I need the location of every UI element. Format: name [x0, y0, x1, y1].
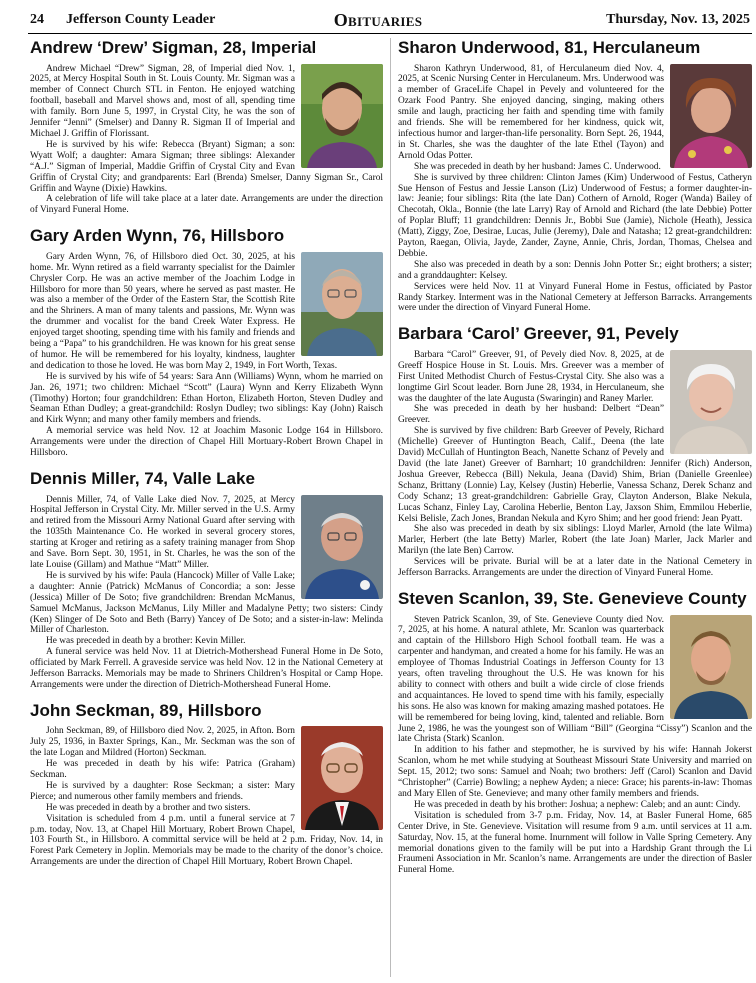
- obituary-headline: John Seckman, 89, Hillsboro: [30, 700, 262, 720]
- obituary-paragraph: A celebration of life will take place at a later date. Arrangements are under the direction of Vinyard Funeral Home.: [30, 194, 383, 216]
- obituary-paragraph: He is survived by his wife of 54 years: Sara Ann (Williams) Wynn, whom he married on Jan. 26, 1971; two children: Michael “Scott” (Laura) Wynn and Kerry Elizabeth Wynn (Timothy) Horton; four grandchildren: Ethan Horton, Elizabeth Horton, Steven Dudley and Seaman Ethan Dudley; a great-grandchild: Roslyn Dudley; two siblings: Kay (John) Raisch and Kirk Wynn; and many other family members and friends.: [30, 371, 383, 426]
- newspaper-name: Jefferson County Leader: [66, 12, 216, 27]
- obituary-seckman: [30, 701, 383, 868]
- obituary-paragraph: She is survived by three children: Clinton James (Kim) Underwood of Festus, Catheryn Sue Henson of Festus and Jessie Lanson (Liz) Underwood of Festus; a former daughter-in-law: Jeanie; four siblings: Rita (the late Dan) Cothern of Arnold, Roger (Wanda) Bailey of Checotah, Okla., Bonnie (the late Larry) Ray of Arnold and Richard (the late Debbie) Potter of Poplar Bluff; 11 grandchildren: Dennis Jr., Bobbi Sue (Jamie), Nichole (Heath), Jessica (Matt), Ziggy, Zoe, Desirae, Lucas, Julie (Jeremy), Dale and Natasha; 12 great-grandchildren: Payton, Raegan, Olivia, Jayde, Zander, Zayne, Annie, Chris, Jordan, Thomas, Chelsea and Debbie.: [398, 172, 752, 259]
- obituary-paragraph: She also was preceded in death by a son: Dennis John Potter Sr.; eight brothers; a sister; and a granddaughter: Kelsey.: [398, 259, 752, 281]
- left-column: [30, 38, 383, 878]
- obituary-paragraph: She also was preceded in death by six siblings: Lloyd Marler, Arnold (the late Wilma) Marler, Herbert (the late Betty) Marler, Robert (the late Joan) Marler, Jack Marler and Marilyn (the late Ben) Carrow.: [398, 524, 752, 557]
- portrait-photo: [670, 350, 752, 454]
- obituary-paragraph: He is survived by his wife: Paula (Hancock) Miller of Valle Lake; a daughter: Annie (Patrick) McManus of Concordia; a son: Jesse (Jessica) Miller of De Soto; five grandchildren: Brendan McManus, Samuel McManus, Jackson McManus, Lily Miller and Madalyne Petty; two sisters: Cindy (Ken) Slinger of De Soto and Beth (Barry) Yancey of De Soto; and a sister-in-law: Melinda Miller of Charleston.: [30, 570, 383, 636]
- obituary-headline: Barbara ‘Carol’ Greever, 91, Pevely: [398, 324, 679, 344]
- obituary-paragraph: Gary Arden Wynn, 76, of Hillsboro died Oct. 30, 2025, at his home. Mr. Wynn retired as a field warranty specialist for the Daimler Chrysler Corp. He was an active member of the Joachim Lodge in Hillsboro for more than 50 years, where he served as past master. He was also a member of the Order of the Eastern Star, the Scottish Rite and the Shriners. A man of many talents and passions, Mr. Wynn was the drummer and vocalist for the band Creek Water Express. He enjoyed target shooting, spending time with his family and friends and being a “Papa” to his grandchildren. He was known for his great sense of humor. He will be remembered for his loyalty, kindness, laughter and dedication to those he loved. He was born May 2, 1949, in Fort Worth, Texas.: [30, 251, 338, 371]
- portrait-photo: [301, 726, 383, 830]
- obituary-paragraph: He was preceded in death by a brother and two sisters.: [46, 802, 251, 813]
- obituary-headline: Sharon Underwood, 81, Herculaneum: [398, 38, 701, 57]
- section-title: Obituaries: [333, 10, 423, 30]
- page-number: 24: [30, 12, 44, 27]
- obituary-greever: [398, 324, 752, 579]
- page-header: [0, 0, 756, 34]
- portrait-photo: [670, 64, 752, 168]
- obituary-paragraph: Services will be private. Burial will be at a later date in the National Cemetery in Jefferson Barracks. Arrangements are under the direction of Vinyard Funeral Home.: [398, 557, 752, 579]
- portrait-photo: [670, 615, 752, 719]
- obituary-paragraph: Dennis Miller, 74, of Valle Lake died Nov. 7, 2025, at Mercy Hospital Jefferson in Crystal City. Mr. Miller served in the U.S. Army and retired from the Missouri Army National Guard after serving with the 1035th Maintenance Co. He worked in several grocery stores, starting at Kroger and retiring as a safety training manager from Shop and Save. Born Sept. 30, 1951, in St. Charles, he was the son of the late Louise (Gillam) and Mathue “Matt” Miller.: [30, 494, 295, 570]
- obituary-headline: Gary Arden Wynn, 76, Hillsboro: [30, 226, 285, 246]
- column-divider: [390, 38, 391, 977]
- obituary-paragraph: He was preceded in death by his wife: Patrica (Graham) Seckman.: [30, 759, 295, 781]
- obituary-headline: Dennis Miller, 74, Valle Lake: [30, 469, 255, 488]
- obituary-paragraph: A memorial service was held Nov. 12 at Joachim Masonic Lodge 164 in Hillsboro. Arrangements were under the direction of Chapel Hill Mortuary-Robert Brown Chapel in Hillsboro.: [30, 426, 383, 459]
- obituary-headline: Steven Scanlon, 39, Ste. Genevieve County: [398, 588, 747, 608]
- obituary-sigman: [30, 38, 383, 216]
- obituary-scanlon: [398, 589, 752, 876]
- obituary-paragraph: She was preceded in death by her husband: Delbert “Dean” Greever.: [398, 404, 664, 426]
- obituary-miller: [30, 469, 383, 691]
- portrait-photo: [301, 252, 383, 356]
- obituary-paragraph: Andrew Michael “Drew” Sigman, 28, of Imperial died Nov. 1, 2025, at Mercy Hospital South in St. Louis County. Mr. Sigman was a member of Connect Church STL in Fenton. He enjoyed watching football, baseball and Marvel shows and, most of all, spending time with family. Born June 5, 1997, in Crystal City, he was the son of Jennifer “Jenni” (Smelser) and Danny R. Sigman II of Imperial and Michael J. Griffin of Florissant.: [30, 63, 295, 139]
- obituary-paragraph: He is survived by a daughter: Rose Seckman; a sister: Mary Pierce; and numerous other family members and friends.: [30, 780, 295, 802]
- obituary-paragraph: She is survived by five children: Barb Greever of Pevely, Richard (Michelle) Greever of Huntington Beach, Calif., Deena (the late David) McCullah of Huntington Beach, Nanette Schanz of Pevely and David (the late Janet) Greever of Barnhart; 10 grandchildren: Jennifer (Rich) Anderson, Joshua Greever, Rebecca (Bill) Nekula, Jeana (David) Shim, Brian (Danielle Greenlee) Schanz, Brittany (Lonnie) Lay, Kelsey (Justin) Heberlie, Vanessa Schanz, Derek Schanz and Cody Schanz; 13 great-grandchildren: Gabrielle Gray, Clayton Anderson, Blake Nekula, Lucas Schanz, Finley Lay, Carolina Heberlie, Benton Lay, Jaxson Shim, Emmilou Heberlie, Kelsi Belisle, Zach Jones, Brandan Nekula and Kyro Shim; and her good friend: Jean Pyatt.: [398, 426, 752, 524]
- obituary-paragraph: He was preceded in death by a brother: Kevin Miller.: [46, 636, 246, 647]
- obituary-paragraph: Visitation is scheduled from 4 p.m. until a funeral service at 7 p.m. today, Nov. 13, at Chapel Hill Mortuary, Robert Brown Chapel, 103 Fourth St., in Hillsboro. A committal service will be held at 2 p.m. Friday, Nov. 14, in Forest Park Cemetery in Joplin. Memorials may be made to the charity of the donor’s choice. Arrangements are under the direction of Chapel Hill Mortuary, Robert Brown Chapel.: [30, 813, 383, 868]
- obituary-paragraph: John Seckman, 89, of Hillsboro died Nov. 2, 2025, in Afton. Born July 25, 1936, in Baxter Springs, Kan., Mr. Seckman was the son of the late Logan and Mildred (Horton) Seckman.: [30, 726, 295, 759]
- obituary-headline: Andrew ‘Drew’ Sigman, 28, Imperial: [30, 38, 317, 57]
- header-rule: [28, 33, 752, 34]
- obituary-paragraph: A funeral service was held Nov. 11 at Dietrich-Mothershead Funeral Home in De Soto, officiated by Mark Ferrell. A graveside service was held Nov. 12 in the National Cemetery at Jefferson Barracks. Memorials may be made to Shriners Children’s Hospital or Camp Hope. Arrangements were under the direction of Dietrich-Mothershead Funeral Home.: [30, 647, 383, 690]
- obituary-paragraph: Sharon Kathryn Underwood, 81, of Herculaneum died Nov. 4, 2025, at Scenic Nursing Center in Herculaneum. Mrs. Underwood was a member of GraceLife Chapel in Pevely and volunteered for the Ozark Food Pantry. She enjoyed dancing, singing, making others smile and laugh, practicing her faith and spending time with family and friends. She will be remembered for her kindness, quick wit, infectious humor and larger-than-life personality. Born Sept. 26, 1944, in St. Charles, she was the daughter of the late Ethel (Tayon) and Arnold Odas Potter.: [398, 63, 664, 161]
- obituary-paragraph: Services were held Nov. 11 at Vinyard Funeral Home in Festus, officiated by Pastor Randy Starkey. Interment was in the National Cemetery at Jefferson Barracks. Arrangements were under the direction of Vinyard Funeral Home.: [398, 281, 752, 314]
- obituary-paragraph: Barbara “Carol” Greever, 91, of Pevely died Nov. 8, 2025, at de Greeff Hospice House in St. Louis. Mrs. Greever was a member of First United Methodist Church of Festus-Crystal City. She also was a longtime Girl Scout leader. Born June 28, 1934, in Herculaneum, she was the daughter of the late Augusta (Swaringin) and Raney Marler.: [398, 349, 664, 404]
- obituary-underwood: [398, 38, 752, 314]
- issue-date: Thursday, Nov. 13, 2025: [606, 12, 750, 27]
- obituary-paragraph: She was preceded in death by her husband: James C. Underwood.: [414, 161, 661, 172]
- portrait-photo: [301, 495, 383, 599]
- obituary-paragraph: Steven Patrick Scanlon, 39, of Ste. Genevieve County died Nov. 7, 2025, at his home. A natural athlete, Mr. Scanlon was quarterback and captain of the Hillsboro High School football team. He was a carpenter and handyman, and created a home for his family. He was an employee of Thomas Industrial Coatings in Jefferson County for 13 years, often traveling throughout the U.S. He was known for his ability to connect with others and built a wide circle of close friends and acquaintances. He loved to spend time with his family, especially his sons. He also was known for making amazing mashed potatoes. He will be remembered for being loving, kind, talented and reliable. Born June 2, 1986, he was the youngest son of William “Bill” (Georgina “Cissy”) Scanlon and the late Christa (Stark) Scanlon.: [398, 614, 752, 745]
- obituary-paragraph: He was preceded in death by his brother: Joshua; a nephew: Caleb; and an aunt: Cindy.: [414, 799, 741, 810]
- right-column: [398, 38, 752, 886]
- obituary-wynn: [30, 226, 383, 459]
- obituary-paragraph: In addition to his father and stepmother, he is survived by his wife: Hannah Jokerst Scanlon, whom he met while studying at Southeast Missouri State University and married on Sept. 15, 2012; two sons: Samuel and Noah; two brothers: Jeff (Carol) Scanlon and David “Christopher” (Carrie) Bowling; a nephew Ayden; a niece: Grace; his parents-in-law: Thomas and Mary Ellen of Ste. Genevieve; and many other family members and friends.: [398, 745, 752, 800]
- portrait-photo: [301, 64, 383, 168]
- obituary-paragraph: Visitation is scheduled from 3-7 p.m. Friday, Nov. 14, at Basler Funeral Home, 685 Center Drive, in Ste. Genevieve. Visitation will resume from 9 a.m. until services at 11 a.m. Saturday, Nov. 15, at the funeral home. Inurnment will follow in Valle Spring Cemetery. Any memorial donations given to the family will be put into a Hardship Grant through the Li Fraumeni Association in Mr. Scanlon’s name. Arrangements are under the direction of Basler Funeral Home.: [398, 810, 752, 876]
- obituary-paragraph: He is survived by his wife: Rebecca (Bryant) Sigman; a son: Wyatt Wolf; a daughter: Amara Sigman; three siblings: Alexander “A.J.” Sigman of Imperial, Maddie Griffin of Crystal City and Evan Griffin of Crystal City; and grandparents: Earl (Brenda) Smelser, Danny Sigman Sr., Carol Griffin and Wayne (Dixie) Hawkins.: [30, 139, 383, 194]
